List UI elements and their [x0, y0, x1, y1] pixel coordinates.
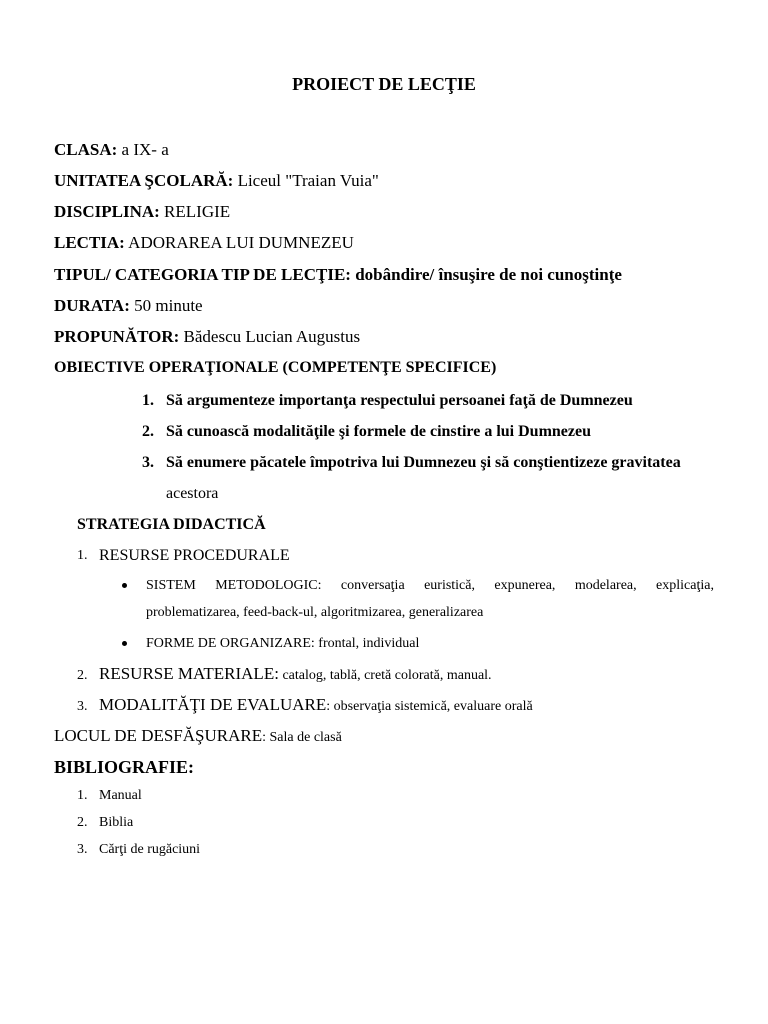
resource-label-text: MODALITĂŢI DE EVALUARE	[99, 695, 327, 714]
resource-label	[99, 663, 492, 687]
field-value: Bădescu Lucian Augustus	[179, 327, 361, 346]
bullet-line	[146, 576, 714, 596]
bullet-item-sistem-metodologic	[146, 576, 714, 623]
objective-text: Să cunoască modalităţile şi formele de cinstire a lui Dumnezeu	[166, 423, 591, 440]
bibliography-number: 1.	[77, 788, 88, 803]
field-value: 50 minute	[129, 296, 203, 315]
objective-text: Să enumere păcatele împotriva lui Dumnezeu şi să conştientizeze gravitatea	[166, 454, 681, 471]
resource-item	[77, 663, 677, 685]
field-value: a IX- a	[117, 140, 169, 159]
bullet-word: expunerea,	[494, 578, 556, 593]
field-disciplina	[54, 201, 230, 223]
resource-label-text: RESURSE MATERIALE:	[99, 664, 279, 683]
field-value: RELIGIE	[159, 202, 231, 221]
resource-number: 2.	[77, 668, 88, 683]
bullet-word: euristică,	[424, 578, 475, 593]
field-propunator	[54, 326, 360, 348]
objective-text: Să argumenteze importanţa respectului persoanei faţă de Dumnezeu	[166, 392, 633, 409]
objective-item	[142, 452, 722, 474]
strategy-heading: STRATEGIA DIDACTICĂ	[77, 516, 266, 533]
resource-label: RESURSE PROCEDURALE	[99, 547, 290, 564]
bullet-text: FORME DE ORGANIZARE: frontal, individual	[146, 636, 420, 651]
field-tipul-lectiei	[54, 264, 622, 286]
bibliography-text: Cărţi de rugăciuni	[99, 842, 201, 857]
objective-number: 2.	[142, 423, 154, 440]
location-label: LOCUL DE DESFĂŞURARE	[54, 726, 263, 745]
bullet-word: conversaţia	[340, 578, 405, 593]
bullet-word: METODOLOGIC:	[215, 578, 322, 593]
field-unitatea-scolara	[54, 170, 379, 192]
objective-continuation: acestora	[166, 485, 219, 502]
field-value: ADORAREA LUI DUMNEZEU	[124, 233, 354, 252]
field-label: PROPUNĂTOR:	[54, 327, 180, 346]
bullet-word: SISTEM	[146, 578, 196, 593]
bibliography-text: Manual	[99, 788, 142, 803]
field-value: dobândire/ însuşire de noi cunoştinţe	[350, 265, 622, 284]
location-value: : Sala de clasă	[262, 730, 342, 745]
objective-number: 3.	[142, 454, 154, 471]
resource-number: 1.	[77, 548, 88, 563]
resource-label	[99, 694, 533, 718]
bullet-icon	[122, 641, 127, 646]
bullet-line-2: problematizarea, feed-back-ul, algoritmizarea, generalizarea	[146, 605, 484, 620]
field-lectia	[54, 232, 354, 254]
objective-item	[142, 390, 722, 412]
field-value: Liceul "Traian Vuia"	[233, 171, 379, 190]
bullet-icon	[122, 583, 127, 588]
field-label: LECTIA:	[54, 233, 125, 252]
objective-item	[142, 421, 722, 443]
resource-value: : observaţia sistemică, evaluare orală	[326, 699, 533, 714]
objectives-heading: OBIECTIVE OPERAŢIONALE (COMPETENŢE SPECIFICE)	[54, 359, 497, 376]
resource-item	[77, 545, 677, 567]
bullet-word: explicaţia,	[656, 578, 714, 593]
field-label: CLASA:	[54, 140, 118, 159]
bibliography-number: 2.	[77, 815, 88, 830]
bibliography-number: 3.	[77, 842, 88, 857]
resource-item	[77, 694, 677, 716]
document-title: PROIECT DE LECŢIE	[292, 74, 476, 94]
field-durata	[54, 295, 203, 317]
bullet-item-forme-organizare	[146, 634, 419, 654]
field-label: DURATA:	[54, 296, 130, 315]
field-label: TIPUL/ CATEGORIA TIP DE LECŢIE:	[54, 265, 351, 284]
location-line	[54, 725, 342, 749]
bibliography-text: Biblia	[99, 815, 134, 830]
objective-number: 1.	[142, 392, 154, 409]
bibliography-item	[77, 786, 377, 806]
resource-value: catalog, tablă, cretă colorată, manual.	[278, 668, 492, 683]
bibliography-item	[77, 813, 377, 833]
resource-number: 3.	[77, 699, 88, 714]
bibliography-item	[77, 840, 377, 860]
bibliography-heading: BIBLIOGRAFIE:	[54, 757, 195, 777]
field-clasa	[54, 139, 169, 161]
field-label: DISCIPLINA:	[54, 202, 160, 221]
bullet-word: modelarea,	[574, 578, 637, 593]
field-label: UNITATEA ŞCOLARĂ:	[54, 171, 234, 190]
